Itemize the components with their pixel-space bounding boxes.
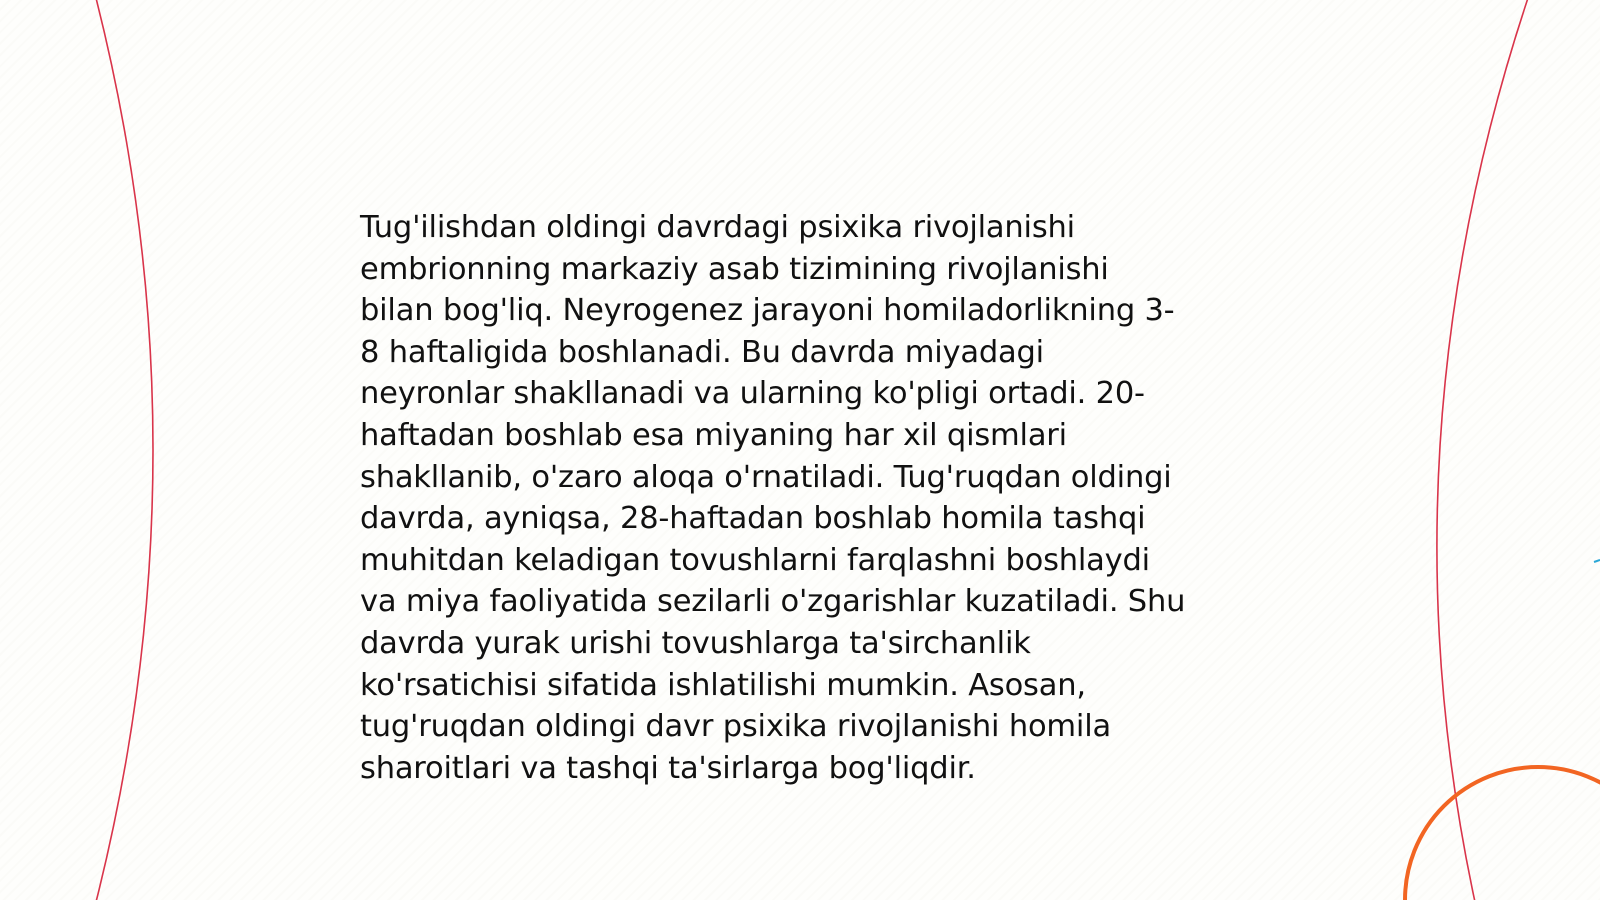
left-arc-line <box>96 0 153 900</box>
right-arc-line <box>1437 0 1528 900</box>
blue-accent-mark <box>1594 560 1600 562</box>
slide-paragraph: Tug'ilishdan oldingi davrdagi psixika rivojlanishi embrionning markaziy asab tizimining rivojlanishi bilan bog'liq. Neyrogenez jarayoni homiladorlikning 3- 8 haftaligida boshlanadi. Bu davrda miyadagi neyronlar shakllanadi va ularning ko'pligi ortadi. 20- haftadan boshlab esa miyaning har xil qismlari shakllanib, o'zaro aloqa o'rnatiladi. Tug'ruqdan oldingi davrda, ayniqsa, 28-haftadan boshlab homila tashqi muhitdan keladigan tovushlarni farqlashni boshlaydi va miya faoliyatida sezilarli o'zgarishlar kuzatiladi. Shu davrda yurak urishi tovushlarga ta'sirchanlik ko'rsatichisi sifatida ishlatilishi mumkin. Asosan, tug'ruqdan oldingi davr psixika rivojlanishi homila sharoitlari va tashqi ta'sirlarga bog'liqdir. <box>360 210 1186 786</box>
orange-circle <box>1405 767 1600 900</box>
